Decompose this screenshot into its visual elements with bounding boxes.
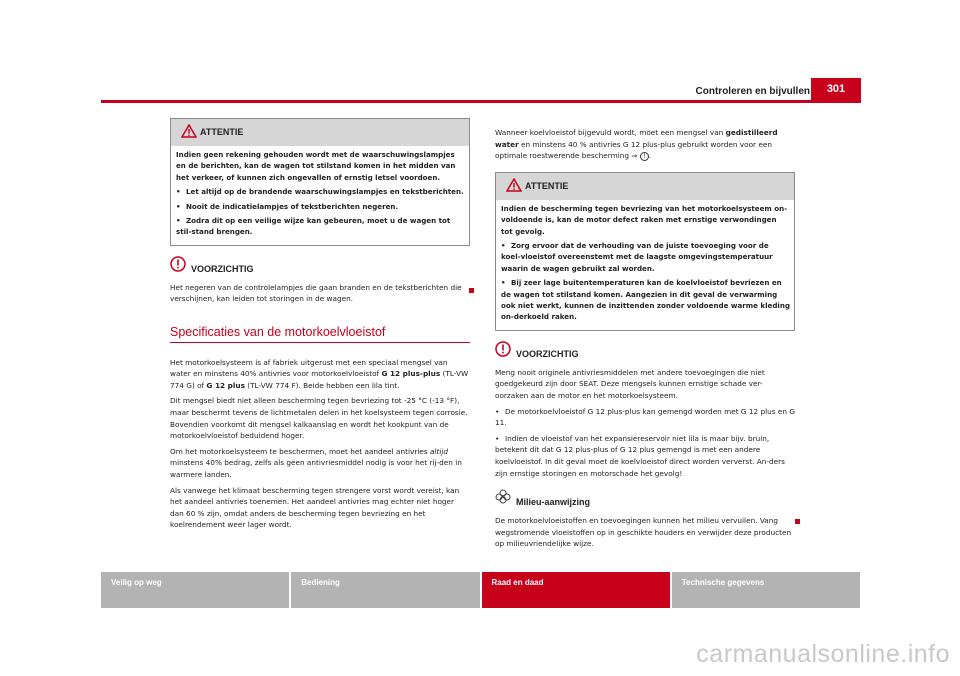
caution-bullet: • Indien de vloeistof van het expansiereservoir niet lila is maar bijv. bruin, betekent dit dat G 12 plus-plus of G 12 plus gemengd is met een andere koelvloeistof. In dit geval moet de koelvloeistof direct worden ververst. An-ders zijn ernstige storingen en motorschade het gevolg!: [495, 433, 785, 478]
warning-bullet: • Bij zeer lage buitentemperaturen kan de koelvloeistof bevriezen en de wagen tot stilstand komen. Aangezien in dit geval de verwarming ook niet werkt, kunnen de inzittenden zonder voldoende warme kleding on-derkoeld raken.: [501, 278, 790, 322]
running-head-title: Controleren en bijvullen: [695, 86, 810, 97]
chapter-navigation: [101, 572, 860, 608]
caution-bullet: • De motorkoelvloeistof G 12 plus-plus kan gemengd worden met G 12 plus en G 11.: [495, 406, 795, 428]
environment-header: [495, 489, 795, 507]
warning-body: [496, 200, 794, 330]
right-column: [495, 127, 795, 550]
warning-body: [171, 146, 469, 245]
caution-text: Het negeren van de controlelampjes die gaan branden en de tekstberichten die verschijnen, kan leiden tot storingen in de wagen.: [170, 282, 462, 304]
paragraph: Dit mengsel biedt niet alleen bescherming tegen bevriezing tot -25 °C (-13 °F), maar beschermt tevens de lichtmetalen delen in het koelsysteem tegen corrosie. Bovendien voorkomt dit mengsel kalkaanslag en wordt het kookpunt van de motorkoelvloeistof beduidend hoger.: [170, 396, 468, 441]
warning-box-header: [496, 173, 794, 200]
warning-title: ATTENTIE: [525, 180, 569, 191]
caution-header: [495, 341, 795, 359]
flower-icon: [495, 489, 511, 505]
warning-title: ATTENTIE: [200, 127, 244, 137]
warning-bullet: • Zorg ervoor dat de verhouding van de juiste toevoeging voor de koel-vloeistof overeenstemt met de laagste omgevingstemperatuur waarin de wagen gebruikt zal worden.: [501, 241, 773, 273]
end-marker: [795, 519, 800, 524]
end-marker: [469, 288, 474, 293]
warning-bullet: • Zodra dit op een veilige wijze kan gebeuren, moet u de wagen tot stil-stand brengen.: [176, 216, 451, 237]
warning-bullet: • Nooit de indicatielampjes of tekstberichten negeren.: [176, 201, 399, 211]
paragraph: Om het motorkoelsysteem te beschermen, moet het aandeel antivries altijd minstens 40% bedrag, zelfs als geen antivriesmiddel nodig is voor het rij-den in warmere landen.: [170, 446, 462, 479]
page-number: 301: [811, 78, 861, 101]
warning-box: [170, 118, 470, 246]
caution-text: Meng nooit originele antivriesmiddelen met andere toevoegingen die niet goedgekeurd zijn door SEAT. Deze mengsels kunnen ernstige schade ver-oorzaken aan de motor en het motorkoelsysteem.: [495, 367, 765, 401]
caution-reference-icon: !: [640, 152, 649, 161]
warning-bullet: • Let altijd op de brandende waarschuwingslampjes en tekstberichten.: [176, 187, 464, 197]
paragraph: Als vanwege het klimaat bescherming tegen strengere vorst wordt vereist, kan het aandeel antivries toenemen. Het aandeel antivries mag echter niet hoger dan 60 % zijn, omdat anders de bescherming tegen bevriezing en het koelrendement weer lager wordt.: [170, 485, 460, 530]
chapter-tab-veilig-op-weg[interactable]: Veilig op weg: [101, 572, 289, 608]
chapter-tab-technische-gegevens[interactable]: Technische gegevens: [672, 572, 860, 608]
header-rule: [101, 100, 861, 103]
environment-title: Milieu-aanwijzing: [516, 497, 591, 508]
caution-title: VOORZICHTIG: [516, 348, 579, 359]
warning-box-header: [171, 119, 469, 146]
section-title: Specificaties van de motorkoelvloeistof: [170, 327, 470, 343]
caution-icon: [495, 341, 511, 357]
left-column: [170, 118, 470, 531]
chapter-tab-raad-en-daad[interactable]: Raad en daad: [482, 572, 670, 608]
warning-triangle-icon: [181, 124, 197, 138]
warning-triangle-icon: [506, 178, 522, 192]
caution-icon: [170, 256, 186, 272]
chapter-tab-bediening[interactable]: Bediening: [291, 572, 479, 608]
warning-intro: Indien geen rekening gehouden wordt met de waarschuwingslampjes en de berichten, kan de wagen tot stilstand komen in het midden van het verkeer, of kunnen zich ongevallen of ernstig letsel voordoen.: [176, 150, 456, 182]
caution-title: VOORZICHTIG: [191, 263, 254, 274]
caution-header: [170, 256, 470, 274]
environment-text: De motorkoelvloeistoffen en toevoegingen kunnen het milieu vervuilen. Vang wegstromende vloeistoffen op in geschikte houders en verwijder deze producten op milieuvriendelijke wijze.: [495, 516, 792, 549]
paragraph: Wanneer koelvloeistof bijgevuld wordt, moet een mengsel van gedistilleerd water en minstens 40 % antivries G 12 plus-plus gebruikt worden voor een optimale roestwerende bescherming ⇒ ! .: [495, 128, 778, 161]
watermark: carmanualsonline.info: [696, 640, 950, 668]
warning-intro: Indien de bescherming tegen bevriezing van het motorkoelsysteem on-voldoende is, kan de motor defect raken met ernstige verwondingen tot gevolg.: [501, 203, 788, 236]
paragraph: Het motorkoelsysteem is af fabriek uitgerust met een speciaal mengsel van water en minstens 40% antivries voor motorkoelvloeistof G 12 plus-plus (TL-VW 774 G) of G 12 plus (TL-VW 774 F). Beide hebben een lila tint.: [170, 357, 469, 390]
warning-box: [495, 172, 795, 331]
